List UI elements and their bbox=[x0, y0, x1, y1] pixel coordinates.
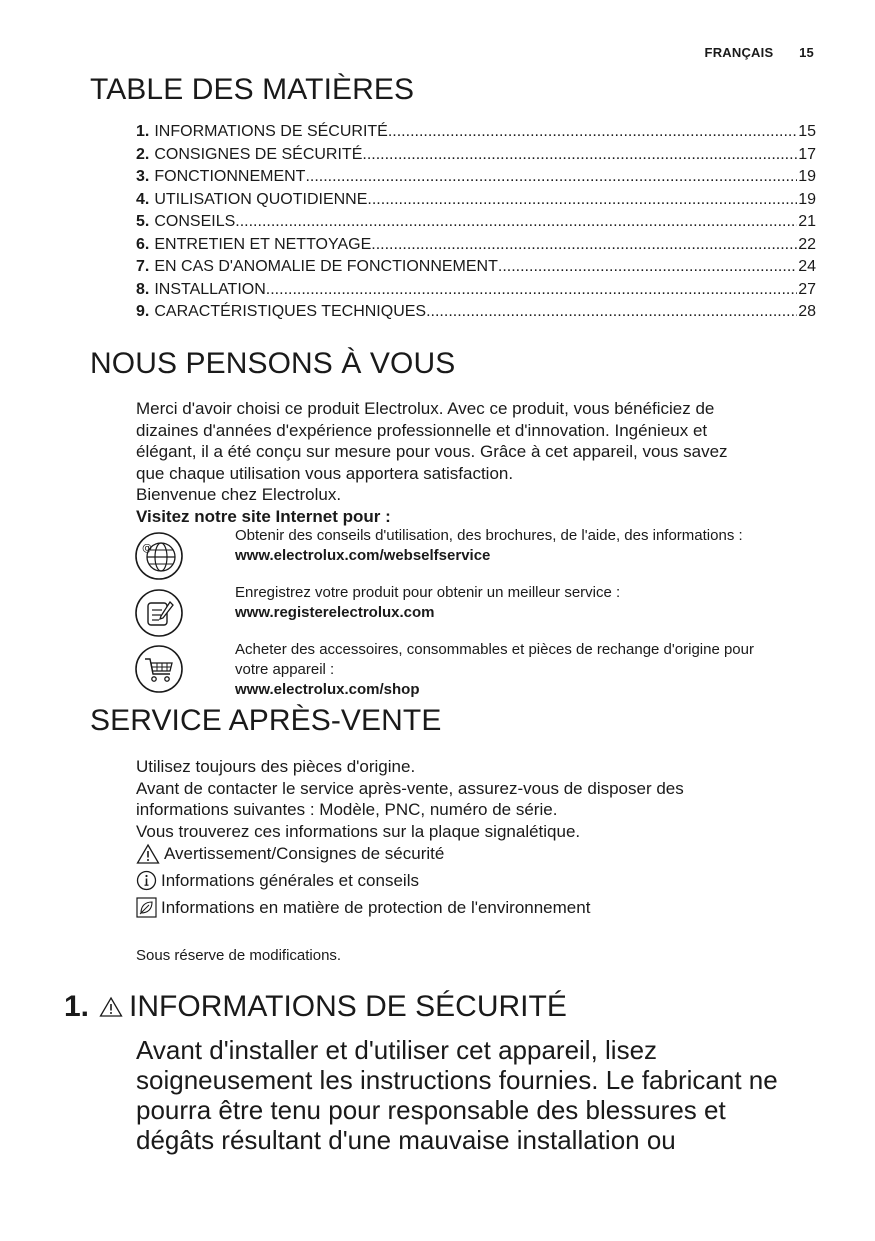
modification-note: Sous réserve de modifications. bbox=[136, 947, 342, 964]
toc-item-label: CONSIGNES DE SÉCURITÉ bbox=[154, 145, 363, 163]
webselfservice-link[interactable]: www.electrolux.com/webselfservice bbox=[235, 547, 491, 564]
toc-item-label: CONSEILS bbox=[154, 213, 236, 230]
toc-item-label: INFORMATIONS DE SÉCURITÉ bbox=[154, 123, 388, 140]
toc-item[interactable]: 4. UTILISATION QUOTIDIENNE ..... 19 bbox=[136, 189, 816, 212]
page-number: 15 bbox=[799, 45, 814, 60]
toc-item[interactable]: 1. INFORMATIONS DE SÉCURITÉ ..... 15 bbox=[136, 121, 816, 144]
toc-item[interactable]: 5. CONSEILS ..... 21 bbox=[136, 211, 816, 234]
toc-item[interactable]: 8. INSTALLATION ..... 27 bbox=[136, 279, 816, 302]
cart-icon bbox=[134, 644, 184, 694]
thinking-intro: Merci d'avoir choisi ce produit Electrolux. Avec ce produit, vous bénéficiez de dizaines d'années d'expérience professionnelle et d'innovation. Ingénieux et élégant, il a été conçu sur mesure pour vous. Grâce à cet appareil, vous savez que chaque utilisation vous apportera satisfaction. Bienvenue chez Electrolux. Visitez notre site Internet pour : bbox=[136, 398, 826, 527]
shop-link[interactable]: www.electrolux.com/shop bbox=[235, 681, 420, 698]
thinking-title: NOUS PENSONS À VOUS bbox=[90, 347, 456, 380]
warning-icon bbox=[136, 843, 160, 865]
toc-item-page: 15 bbox=[798, 123, 816, 140]
toc-item-page: 22 bbox=[798, 235, 816, 253]
toc-item-page: 24 bbox=[798, 258, 816, 275]
service-shop: Acheter des accessoires, consommables et pièces de rechange d'origine pour votre appareil : www.electrolux.com/shop bbox=[235, 640, 825, 700]
toc-item-page: 17 bbox=[798, 145, 816, 163]
service-title: SERVICE APRÈS-VENTE bbox=[90, 704, 442, 737]
safety-intro: Avant d'installer et d'utiliser cet appareil, lisez soigneusement les instructions fournies. Le fabricant ne pourra être tenu pour responsable des blessures et dégâts résultant d'une mauvaise installation ou bbox=[136, 1035, 778, 1155]
safety-number: 1. bbox=[64, 990, 90, 1023]
toc-item-page: 28 bbox=[798, 303, 816, 320]
toc-item-label: INSTALLATION bbox=[154, 280, 266, 298]
globe-icon bbox=[134, 531, 184, 581]
toc-item[interactable]: 3. FONCTIONNEMENT ..... 19 bbox=[136, 166, 816, 189]
page-header bbox=[705, 45, 814, 60]
toc-item-label: CARACTÉRISTIQUES TECHNIQUES bbox=[154, 303, 427, 320]
toc-item-page: 21 bbox=[798, 213, 816, 230]
toc-item-page: 19 bbox=[798, 168, 816, 185]
language-label: FRANÇAIS bbox=[704, 45, 774, 60]
warning-icon bbox=[99, 996, 123, 1018]
toc-title: TABLE DES MATIÈRES bbox=[90, 73, 415, 106]
service-register: Enregistrez votre produit pour obtenir un meilleur service : www.registerelectrolux.com bbox=[235, 583, 825, 623]
toc-item-label: FONCTIONNEMENT bbox=[154, 168, 306, 185]
service-text: Utilisez toujours des pièces d'origine. Avant de contacter le service après-vente, assurez-vous de disposer des informations suivantes : Modèle, PNC, numéro de série. Vous trouverez ces informations sur la plaque signalétique. bbox=[136, 757, 684, 841]
register-icon bbox=[134, 588, 184, 638]
visit-label: Visitez notre site Internet pour : bbox=[136, 506, 391, 526]
table-of-contents bbox=[136, 121, 816, 324]
safety-heading bbox=[64, 990, 567, 1024]
register-link[interactable]: www.registerelectrolux.com bbox=[235, 604, 435, 621]
toc-item-label: ENTRETIEN ET NETTOYAGE bbox=[154, 235, 372, 253]
safety-title: INFORMATIONS DE SÉCURITÉ bbox=[129, 990, 567, 1023]
toc-item[interactable]: 7. EN CAS D'ANOMALIE DE FONCTIONNEMENT ..... 24 bbox=[136, 256, 816, 279]
info-icon bbox=[136, 870, 157, 891]
toc-item[interactable]: 6. ENTRETIEN ET NETTOYAGE ..... 22 bbox=[136, 234, 816, 257]
toc-item[interactable]: 9. CARACTÉRISTIQUES TECHNIQUES ..... 28 bbox=[136, 301, 816, 324]
svg-text:@: @ bbox=[142, 543, 152, 554]
legend-warning: Avertissement/Consignes de sécurité bbox=[136, 843, 444, 865]
leaf-icon bbox=[136, 897, 157, 918]
service-webselfservice: Obtenir des conseils d'utilisation, des brochures, de l'aide, des informations : www.electrolux.com/webselfservice bbox=[235, 526, 825, 566]
toc-item-page: 27 bbox=[798, 280, 816, 298]
toc-item-label: UTILISATION QUOTIDIENNE bbox=[154, 190, 368, 208]
legend-environment: Informations en matière de protection de l'environnement bbox=[136, 897, 590, 918]
toc-item-page: 19 bbox=[798, 190, 816, 208]
legend-info: Informations générales et conseils bbox=[136, 870, 419, 891]
toc-item-label: EN CAS D'ANOMALIE DE FONCTIONNEMENT bbox=[154, 258, 498, 275]
toc-item[interactable]: 2. CONSIGNES DE SÉCURITÉ ..... 17 bbox=[136, 144, 816, 167]
